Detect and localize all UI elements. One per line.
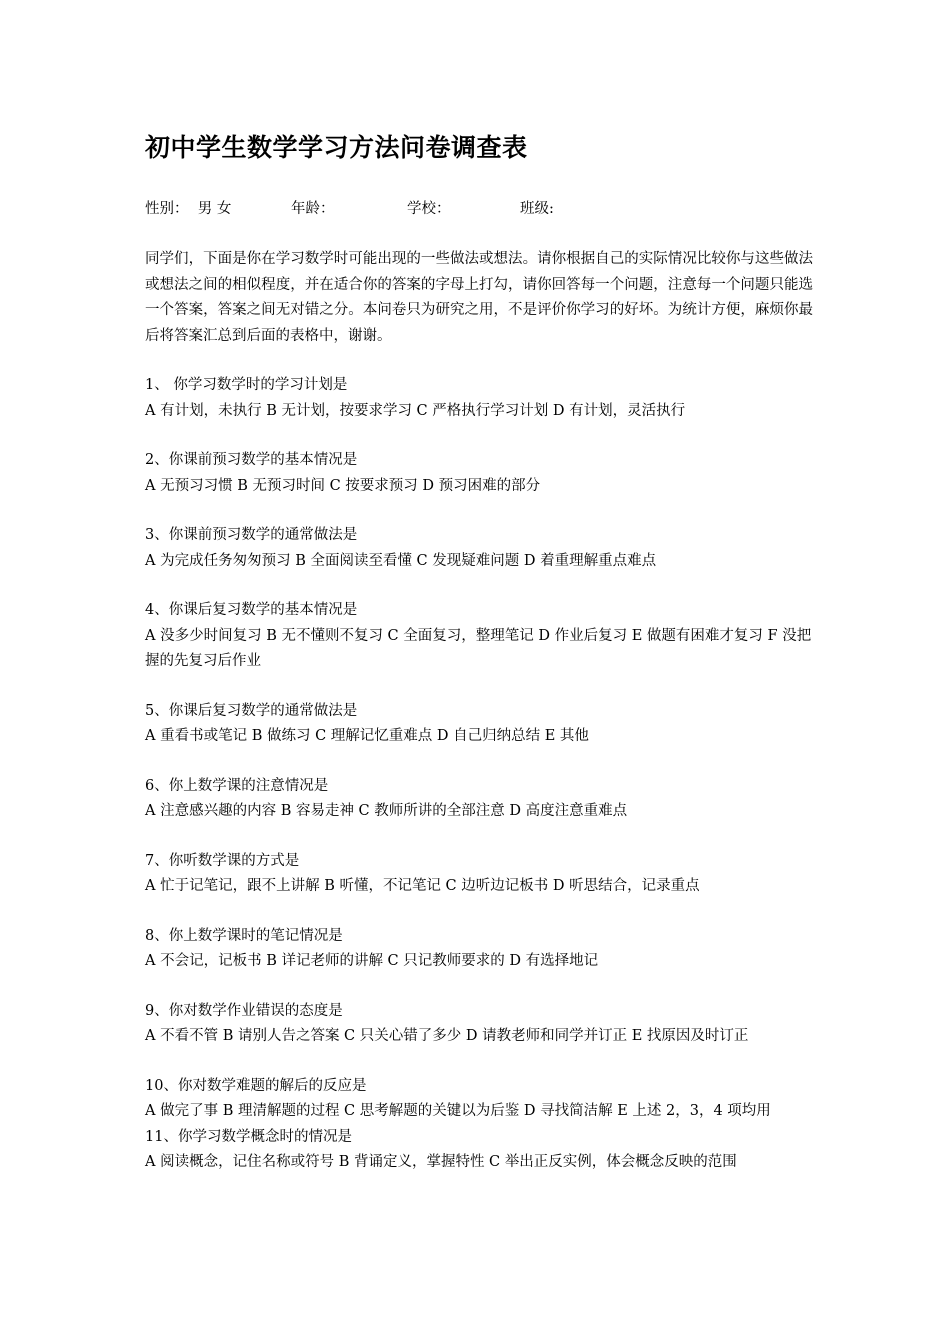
question-stem: 8、你上数学课时的笔记情况是 <box>145 927 343 944</box>
question-stem: 10、你对数学难题的解后的反应是 <box>145 1077 367 1094</box>
question-options: A 阅读概念，记住名称或符号 B 背诵定义，掌握特性 C 举出正反实例，体会概念反映的范围 <box>145 1154 737 1170</box>
question-stem: 9、你对数学作业错误的态度是 <box>145 1002 343 1019</box>
age-field: 年龄： <box>291 201 335 217</box>
question-item <box>145 924 813 975</box>
question-item <box>145 598 813 675</box>
question-options: A 重看书或笔记 B 做练习 C 理解记忆重难点 D 自己归纳总结 E 其他 <box>145 728 589 744</box>
question-stem: 1、 你学习数学时的学习计划是 <box>145 377 348 393</box>
question-stem: 2、你课前预习数学的基本情况是 <box>145 452 358 468</box>
question-stem: 4、你课后复习数学的基本情况是 <box>145 602 358 618</box>
question-item <box>145 774 813 825</box>
question-stem: 11、你学习数学概念时的情况是 <box>145 1128 352 1145</box>
question-item <box>145 699 813 750</box>
question-stem: 7、你听数学课的方式是 <box>145 852 300 869</box>
question-item <box>145 1125 813 1176</box>
question-options: A 忙于记笔记，跟不上讲解 B 听懂，不记笔记 C 边听边记板书 D 听思结合，记录重点 <box>145 878 700 894</box>
question-item <box>145 1074 813 1125</box>
question-item <box>145 999 813 1050</box>
respondent-info-row <box>145 196 813 222</box>
document-page <box>145 128 813 1176</box>
question-item <box>145 373 813 424</box>
question-item <box>145 849 813 900</box>
question-options: A 做完了事 B 理清解题的过程 C 思考解题的关键以为后鉴 D 寻找简洁解 E 上述 2，3，4 项均用 <box>145 1103 771 1119</box>
question-options: A 为完成任务匆匆预习 B 全面阅读至看懂 C 发现疑难问题 D 着重理解重点难点 <box>145 552 657 569</box>
question-options: A 无预习习惯 B 无预习时间 C 按要求预习 D 预习困难的部分 <box>145 477 541 494</box>
question-stem: 5、你课后复习数学的通常做法是 <box>145 702 358 719</box>
question-item <box>145 523 813 574</box>
question-options: A 注意感兴趣的内容 B 容易走神 C 教师所讲的全部注意 D 高度注意重难点 <box>145 803 628 819</box>
gender-field: 性别： 男 女 <box>145 201 232 217</box>
question-item <box>145 448 813 499</box>
question-options: A 没多少时间复习 B 无不懂则不复习 C 全面复习，整理笔记 D 作业后复习 E 做题有困难才复习 F 没把握的先复习后作业 <box>145 627 812 669</box>
question-stem: 3、你课前预习数学的通常做法是 <box>145 527 358 543</box>
document-title: 初中学生数学学习方法问卷调查表 <box>145 133 528 162</box>
question-stem: 6、你上数学课的注意情况是 <box>145 777 329 794</box>
class-field: 班级: <box>520 201 554 217</box>
school-field: 学校： <box>407 201 451 217</box>
question-options: A 不看不管 B 请别人告之答案 C 只关心错了多少 D 请教老师和同学并订正 E 找原因及时订正 <box>145 1028 749 1044</box>
question-options: A 有计划，未执行 B 无计划，按要求学习 C 严格执行学习计划 D 有计划，灵活执行 <box>145 402 686 419</box>
question-options: A 不会记，记板书 B 详记老师的讲解 C 只记教师要求的 D 有选择地记 <box>145 953 599 969</box>
intro-paragraph: 同学们，下面是你在学习数学时可能出现的一些做法或想法。请你根据自己的实际情况比较你与这些做法或想法之间的相似程度，并在适合你的答案的字母上打勾，请你回答每一个问题，注意每一个问题只能选一个答案，答案之间无对错之分。本问卷只为研究之用，不是评价你学习的好坏。为统计方便，麻烦你最后将答案汇总到后面的表格中，谢谢。 <box>145 251 813 344</box>
